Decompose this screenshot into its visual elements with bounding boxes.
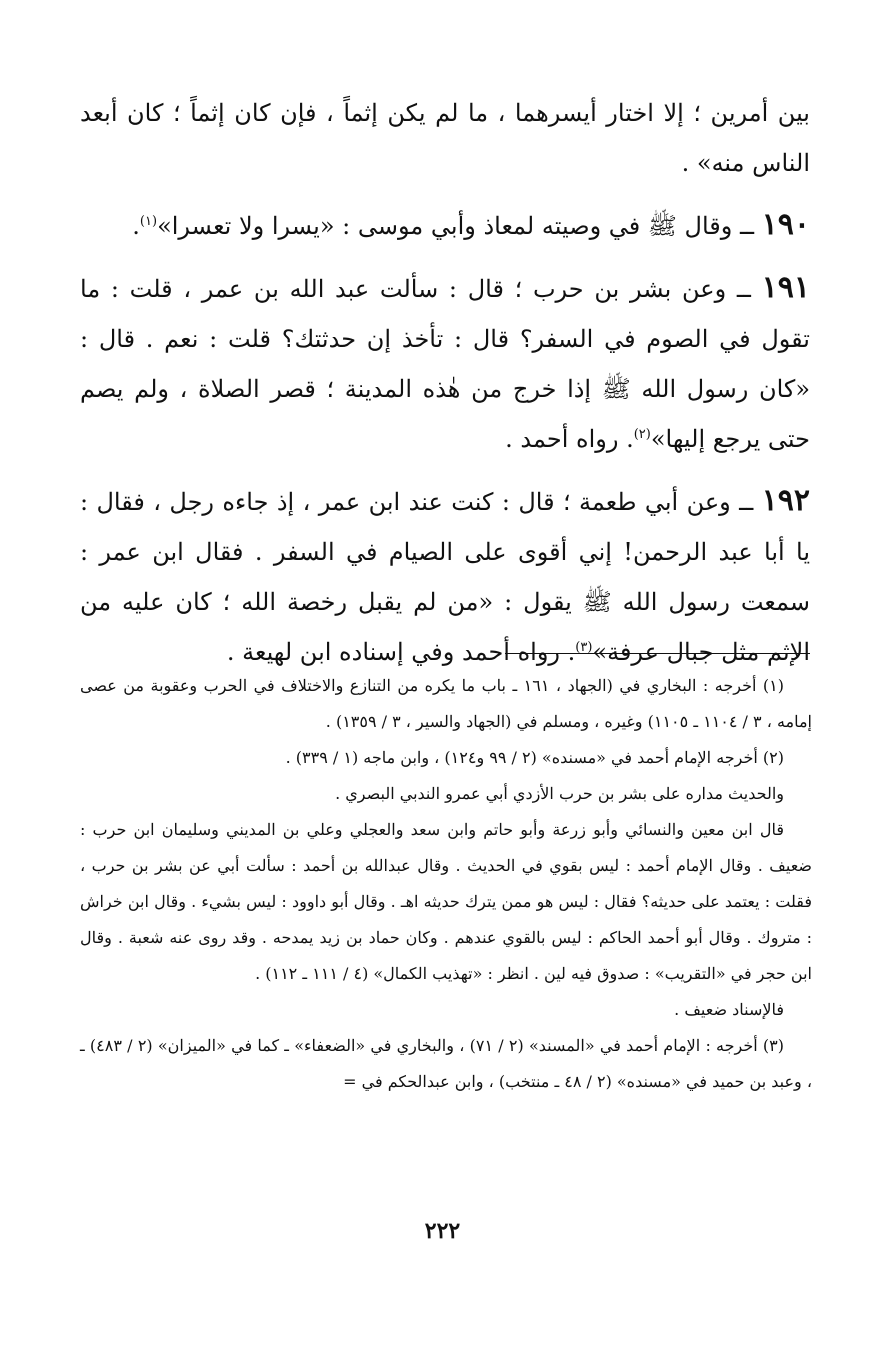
- footnote-1: (١) أخرجه : البخاري في (الجهاد ، ١٦١ ـ باب ما يكره من التنازع والاختلاف في الحرب وعقوبة من عصى إمامه ، ٣ / ١١٠٤ ـ ١١٠٥) وغيره ، ومسلم في (الجهاد والسير ، ٣ / ١٣٥٩) .: [80, 676, 812, 731]
- hadith-text: ــ وعن بشر بن حرب ؛ قال : سألت عبد الله بن عمر ، قلت : ما تقول في الصوم في السفر؟ قال : تأخذ إن حدثتك؟ قلت : نعم . قال : «كان رسول الله ﷺ إذا خرج من هٰذه المدينة ؛ قصر الصلاة ، ولم يصم حتى يرجع إليها»: [80, 275, 810, 453]
- hadith-tail: . رواه أحمد .: [505, 425, 634, 453]
- footnote-2-narrator-critique: قال ابن معين والنسائي وأبو زرعة وأبو حاتم وابن سعد والعجلي وعلي بن المديني وسليمان ابن حرب : ضعيف . وقال الإمام أحمد : ليس بقوي في الحديث . وقال عبدالله بن أحمد : سألت أبي عن بشر بن حرب ، فقلت : يعتمد على حديثه؟ فقال : ليس هو ممن يترك حديثه اهـ . وقال أبو داوود : ليس بشيء . وقال ابن خراش : متروك . وقال أبو أحمد الحاكم : ليس بالقوي عندهم . وكان حماد بن زيد يمدحه . وقد روى عنه شعبة . وقال ابن حجر في «التقريب» : صدوق فيه لين . انظر : «تهذيب الكمال» (٤ / ١١١ ـ ١١٢) .: [80, 820, 812, 983]
- hadith-tail: . رواه أحمد وفي إسناده ابن لهيعة .: [226, 638, 576, 666]
- footnote-ref: (٣): [575, 640, 593, 655]
- page-number: ٢٢٢: [424, 1218, 461, 1244]
- footnotes: [80, 668, 812, 1100]
- footnote-ref: (١): [139, 214, 158, 229]
- footnote-3: (٣) أخرجه : الإمام أحمد في «المسند» (٢ / ٧١) ، والبخاري في «الضعفاء» ـ كما في «الميزان» (٢ / ٤٨٣) ـ ، وعبد بن حميد في «مسنده» (٢ / ٤٨ ـ منتخب) ، وابن عبدالحكم في =: [80, 1036, 812, 1091]
- footnote-divider: [505, 653, 810, 654]
- footnote-ref: (٢): [633, 427, 651, 442]
- main-text: [80, 88, 810, 677]
- hadith-number: ١٩١: [761, 270, 810, 305]
- hadith-tail: .: [132, 212, 140, 240]
- hadith-text: ــ وقال ﷺ في وصيته لمعاذ وأبي موسى : «يسرا ولا تعسرا»: [157, 212, 762, 240]
- paragraph-continuation: بين أمرين ؛ إلا اختار أيسرهما ، ما لم يكن إثماً ، فإن كان إثماً ؛ كان أبعد الناس منه» .: [80, 99, 810, 177]
- footnote-2-conclusion: فالإسناد ضعيف .: [674, 1000, 784, 1019]
- hadith-number: ١٩٢: [761, 483, 810, 518]
- footnote-2-commentary: والحديث مداره على بشر بن حرب الأزدي أبي عمرو الندبي البصري .: [335, 784, 784, 803]
- hadith-text: ــ وعن أبي طعمة ؛ قال : كنت عند ابن عمر ، إذ جاءه رجل ، فقال : يا أبا عبد الرحمن! إني أقوى على الصيام في السفر . فقال ابن عمر : سمعت رسول الله ﷺ يقول : «من لم يقبل رخصة الله ؛ كان عليه من الإثم مثل جبال عرفة»: [80, 488, 811, 666]
- hadith-192: [80, 476, 810, 677]
- hadith-191: [80, 263, 810, 464]
- footnote-2: (٢) أخرجه الإمام أحمد في «مسنده» (٢ / ٩٩ و١٢٤) ، وابن ماجه (١ / ٣٣٩) .: [285, 748, 784, 767]
- hadith-number: ١٩٠: [761, 207, 810, 242]
- hadith-190: [80, 200, 810, 251]
